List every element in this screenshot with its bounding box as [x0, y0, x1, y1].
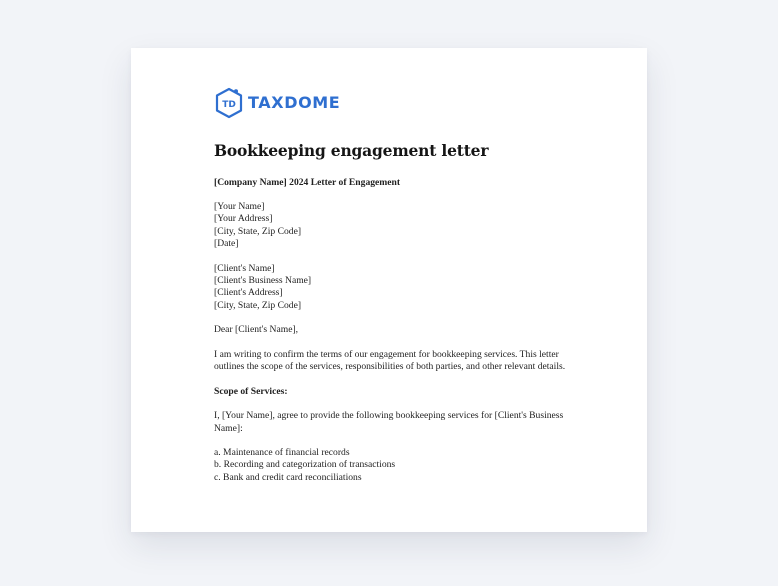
list-item: b. Recording and categorization of transactions [214, 459, 396, 471]
sender-line: [Your Name] [214, 201, 265, 213]
sender-line: [Your Address] [214, 213, 273, 225]
sender-block [214, 201, 574, 250]
logo-mark-text: TD [222, 100, 236, 110]
recipient-line: [Client's Name] [214, 262, 275, 274]
recipient-line: [Client's Address] [214, 287, 283, 299]
list-item: c. Bank and credit card reconciliations [214, 471, 362, 483]
brand-name: TAXDOME [248, 93, 341, 112]
recipient-line: [City, State, Zip Code] [214, 299, 302, 311]
recipient-line: [Client's Business Name] [214, 274, 312, 286]
scope-heading: Scope of Services: [214, 385, 288, 397]
document-page [131, 48, 647, 532]
list-item: a. Maintenance of financial records [214, 447, 350, 459]
greeting: Dear [Client's Name], [214, 324, 299, 336]
scope-intro: I, [Your Name], agree to provide the following bookkeeping services for [Client's Business Name]: [214, 410, 564, 434]
recipient-block [214, 263, 574, 312]
document-content [214, 86, 574, 484]
letter-heading: [Company Name] 2024 Letter of Engagement [214, 176, 401, 188]
sender-line: [Date] [214, 238, 239, 250]
sender-line: [City, State, Zip Code] [214, 225, 302, 237]
services-list [214, 447, 574, 484]
intro-paragraph: I am writing to confirm the terms of our engagement for bookkeeping services. This letter outlines the scope of the services, responsibilities of both parties, and other relevant details. [214, 348, 566, 373]
taxdome-logo [214, 86, 574, 120]
taxdome-hexagon-icon [214, 86, 244, 120]
document-title: Bookkeeping engagement letter [214, 141, 489, 160]
